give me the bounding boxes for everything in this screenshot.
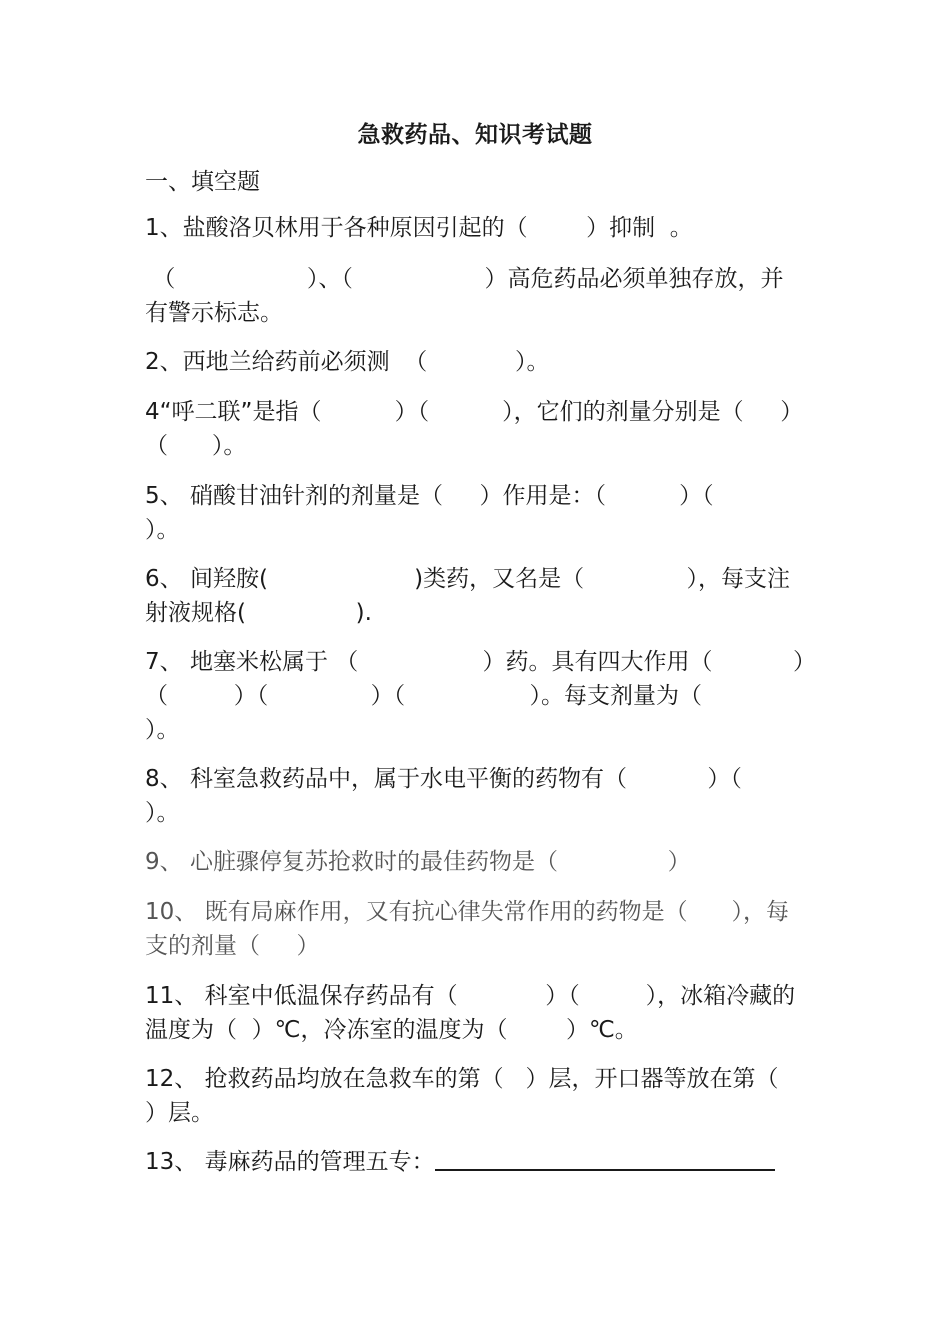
document-title: 急救药品、知识考试题 bbox=[357, 122, 593, 148]
question-10: 10、 既有局麻作用，又有抗心律失常作用的药物是（ ），每支的剂量（ ） bbox=[145, 899, 789, 959]
question-13-text: 13、 毒麻药品的管理五专： bbox=[145, 1149, 435, 1175]
question-12: 12、 抢救药品均放在急救车的第（ ）层，开口器等放在第（ ）层。 bbox=[145, 1066, 801, 1126]
question-4: 4“呼二联”是指（ ）（ ），它们的剂量分别是（ ）（ ）。 bbox=[145, 399, 804, 459]
question-6: 6、 间羟胺( )类药，又名是（ ），每支注射液规格( ). bbox=[145, 566, 790, 626]
question-13 bbox=[145, 1145, 805, 1179]
question-1-continued: （ ）、（ ）高危药品必须单独存放，并有警示标志。 bbox=[145, 266, 784, 326]
section-heading: 一、填空题 bbox=[145, 169, 260, 195]
question-8: 8、 科室急救药品中，属于水电平衡的药物有（ ）（ ）。 bbox=[145, 766, 823, 826]
question-1: 1、盐酸洛贝林用于各种原因引起的（ ）抑制 。 bbox=[145, 215, 693, 241]
question-11: 11、 科室中低温保存药品有（ ）（ ），冰箱冷藏的温度为（ ）℃，冷冻室的温度为（ ）℃。 bbox=[145, 983, 796, 1043]
question-9: 9、 心脏骤停复苏抢救时的最佳药物是（ ） bbox=[145, 849, 691, 875]
answer-blank-line bbox=[435, 1147, 775, 1171]
question-2: 2、西地兰给药前必须测 （ ）。 bbox=[145, 349, 550, 375]
question-7: 7、 地塞米松属于 （ ）药。具有四大作用（ ）（ ）（ ）（ ）。每支剂量为（ ）。 bbox=[145, 649, 805, 743]
question-5: 5、 硝酸甘油针剂的剂量是（ ）作用是：（ ）（ ）。 bbox=[145, 483, 838, 543]
